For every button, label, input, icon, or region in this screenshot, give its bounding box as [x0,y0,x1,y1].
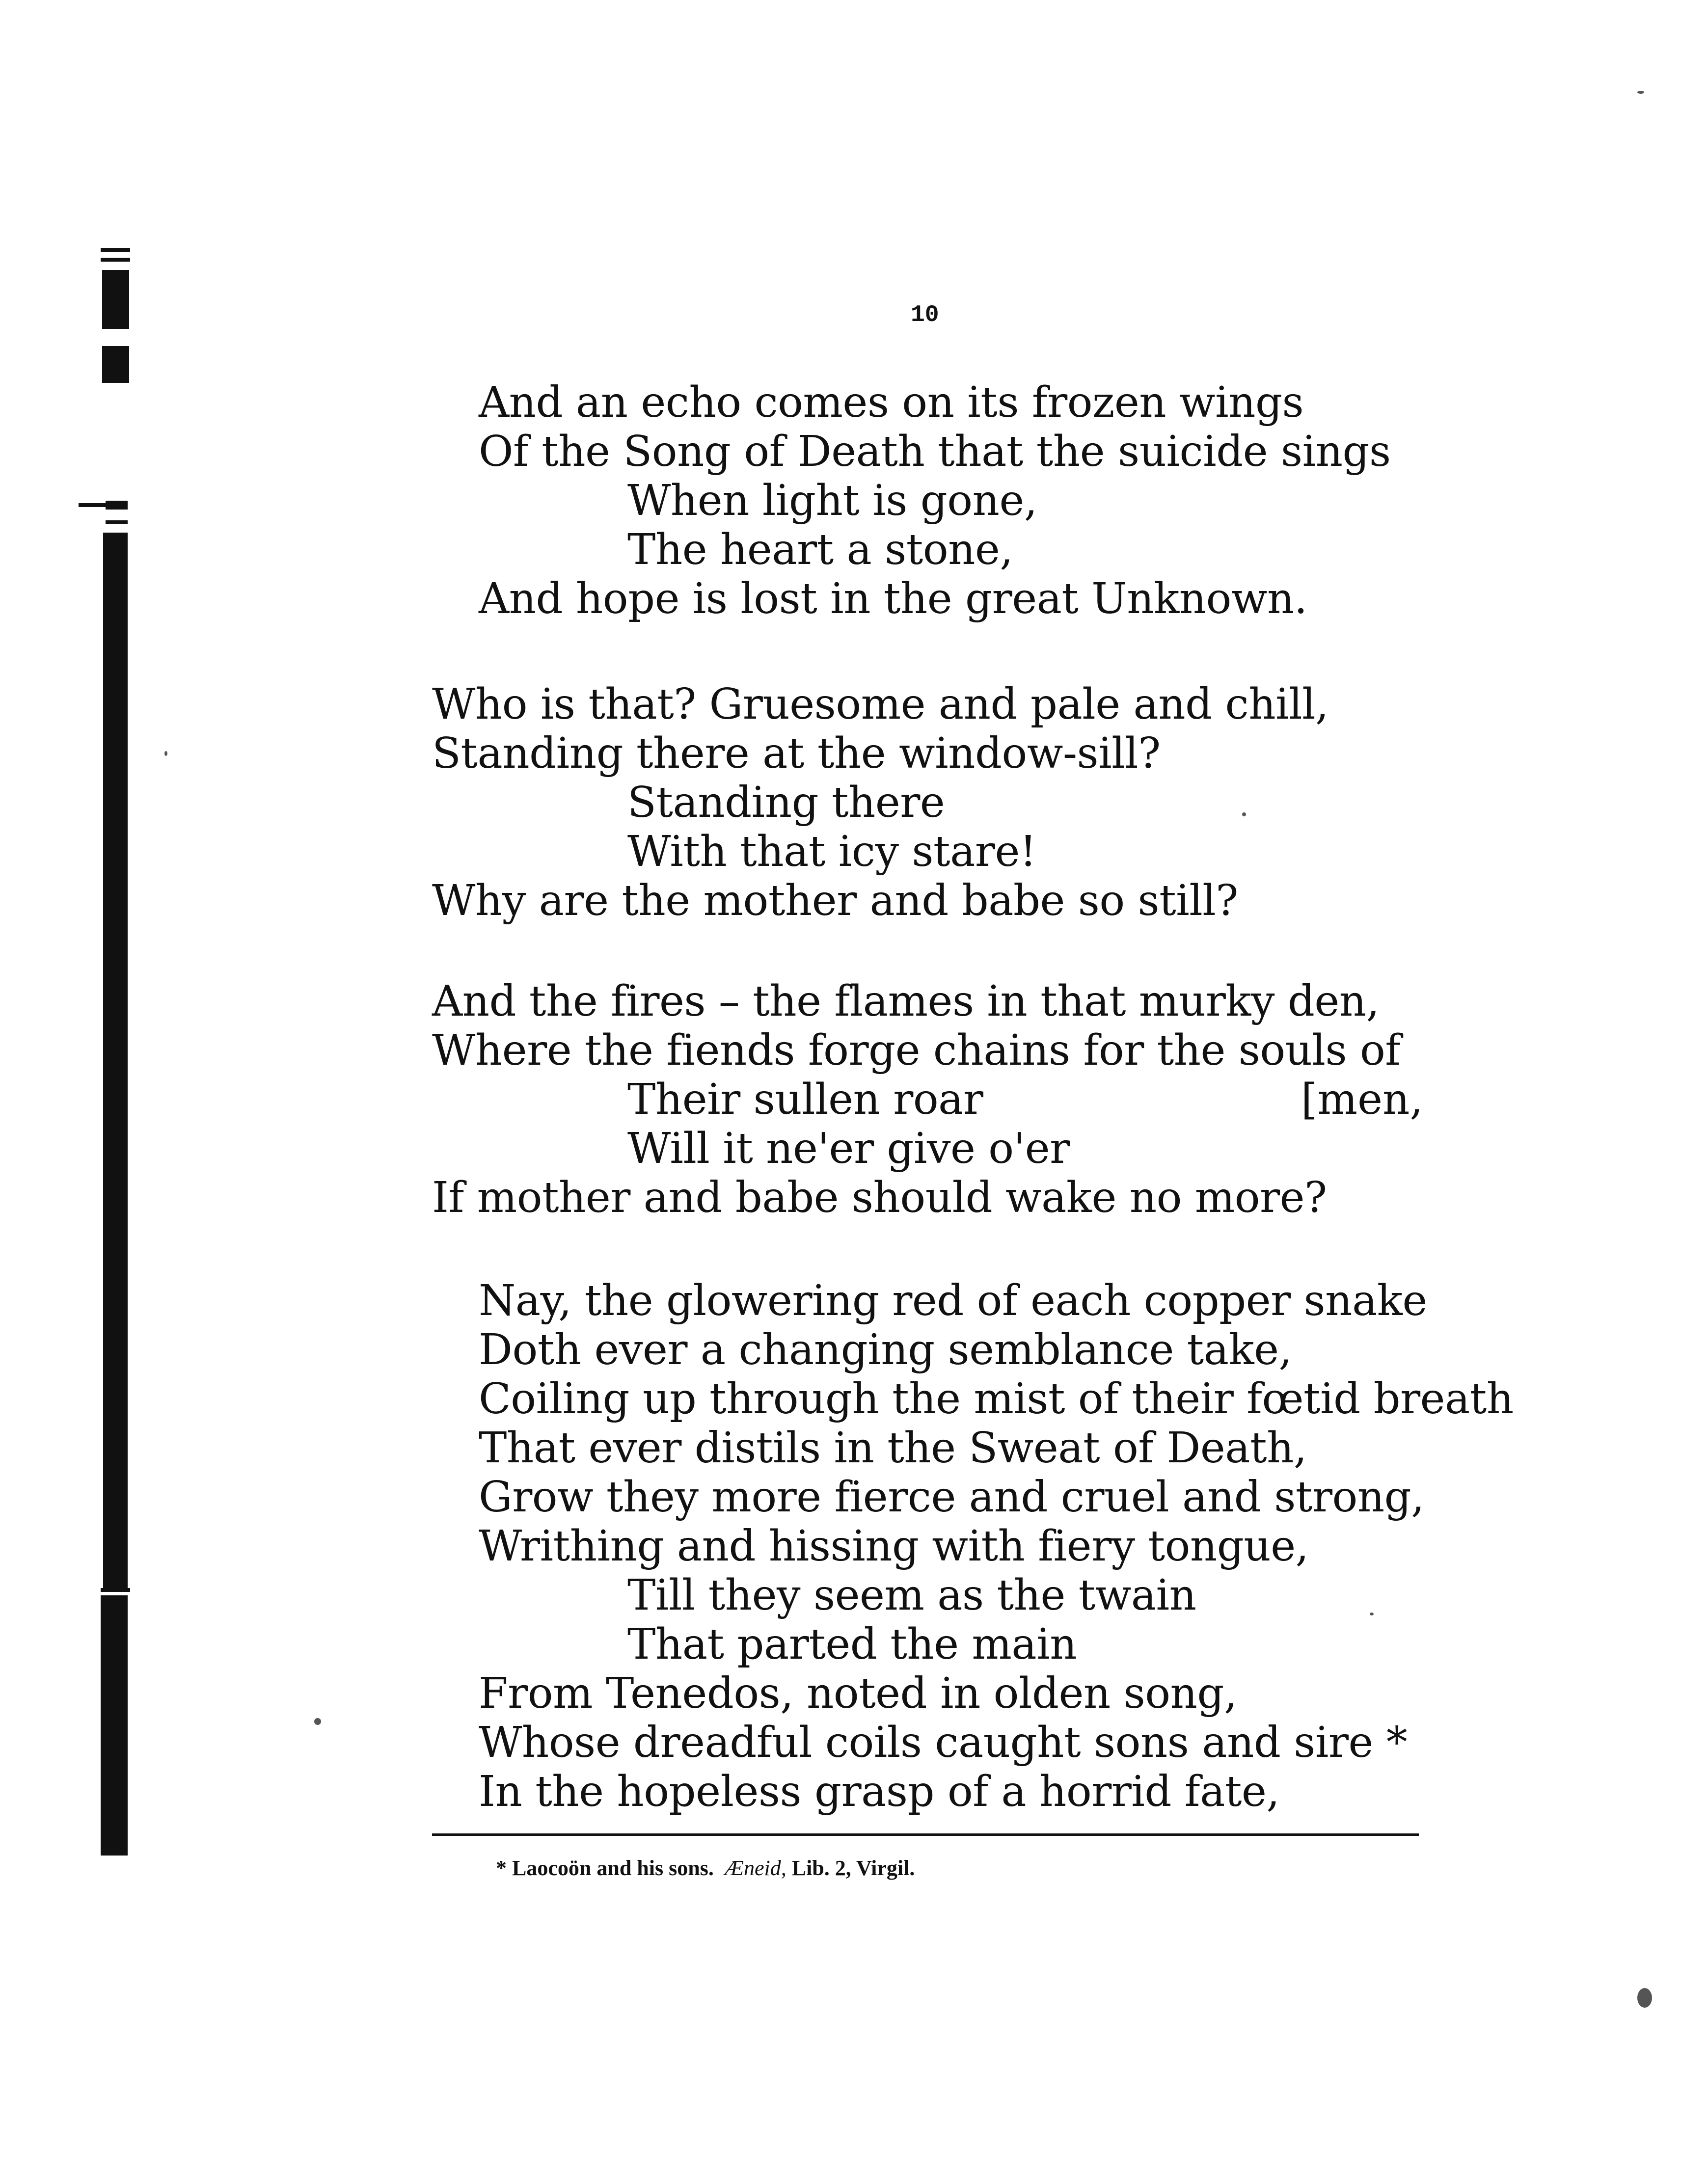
poem-line: The heart a stone, [627,525,1013,574]
poem-line: Standing there [627,778,945,827]
poem-line: Whose dreadful coils caught sons and sire * [479,1718,1408,1767]
poem-line: Writhing and hissing with fiery tongue, [479,1522,1309,1571]
poem-line: From Tenedos, noted in olden song, [479,1669,1237,1718]
scan-speck [1637,1988,1652,2008]
poem-line: That ever distils in the Sweat of Death, [479,1424,1307,1473]
poem-line: Doth ever a changing semblance take, [479,1325,1292,1374]
scan-speck [1242,812,1246,816]
scan-edge-mark [103,533,128,1588]
scan-edge-mark [101,1588,130,1592]
poem-line: Will it ne'er give o'er [627,1124,1070,1173]
footnote-text: Laocoön and his sons. [512,1856,714,1880]
poem-line: And an echo comes on its frozen wings [479,378,1304,427]
footnote-rule [432,1833,1419,1836]
scan-edge-mark [102,346,129,383]
footnote-marker: * [496,1856,507,1880]
scan-edge-mark [102,270,129,329]
footnote-work: Æneid, [724,1856,786,1880]
poem-line: Who is that? Gruesome and pale and chill, [432,680,1328,729]
poem-line: Coiling up through the mist of their fœtid breath [479,1374,1514,1424]
poem-line: Why are the mother and babe so still? [432,876,1238,925]
footnote-ref: Lib. 2, Virgil. [791,1856,915,1880]
scan-edge-mark [106,520,128,524]
poem-line: Standing there at the window-sill? [432,729,1161,778]
page-number: 10 [911,302,939,328]
poem-line: In the hopeless grasp of a horrid fate, [479,1767,1280,1816]
scan-speck [1370,1613,1374,1615]
poem-line: And the fires – the flames in that murky den, [432,977,1380,1026]
scan-speck [1637,91,1644,94]
poem-line: Nay, the glowering red of each copper snake [479,1276,1427,1325]
scan-speck [314,1718,321,1725]
poem-line: Till they seem as the twain [627,1571,1196,1620]
scan-edge-mark [106,501,128,510]
poem-line: When light is gone, [627,476,1037,525]
poem-line: Their sullen roar [627,1075,983,1124]
scan-edge-mark [101,1595,128,1856]
poem-line: Of the Song of Death that the suicide sings [479,427,1391,476]
scan-edge-mark [101,258,130,262]
poem-line: If mother and babe should wake no more? [432,1173,1327,1222]
poem-line: Grow they more fierce and cruel and strong, [479,1473,1425,1522]
scan-speck [164,751,167,756]
poem-line: That parted the main [627,1620,1077,1669]
turnover-text: [men, [1301,1075,1423,1124]
footnote [496,1856,915,1881]
poem-line: With that icy stare! [627,827,1036,876]
scan-edge-mark [101,248,130,252]
poem-line: Where the fiends forge chains for the souls of [432,1026,1401,1075]
poem-line: And hope is lost in the great Unknown. [479,574,1307,623]
